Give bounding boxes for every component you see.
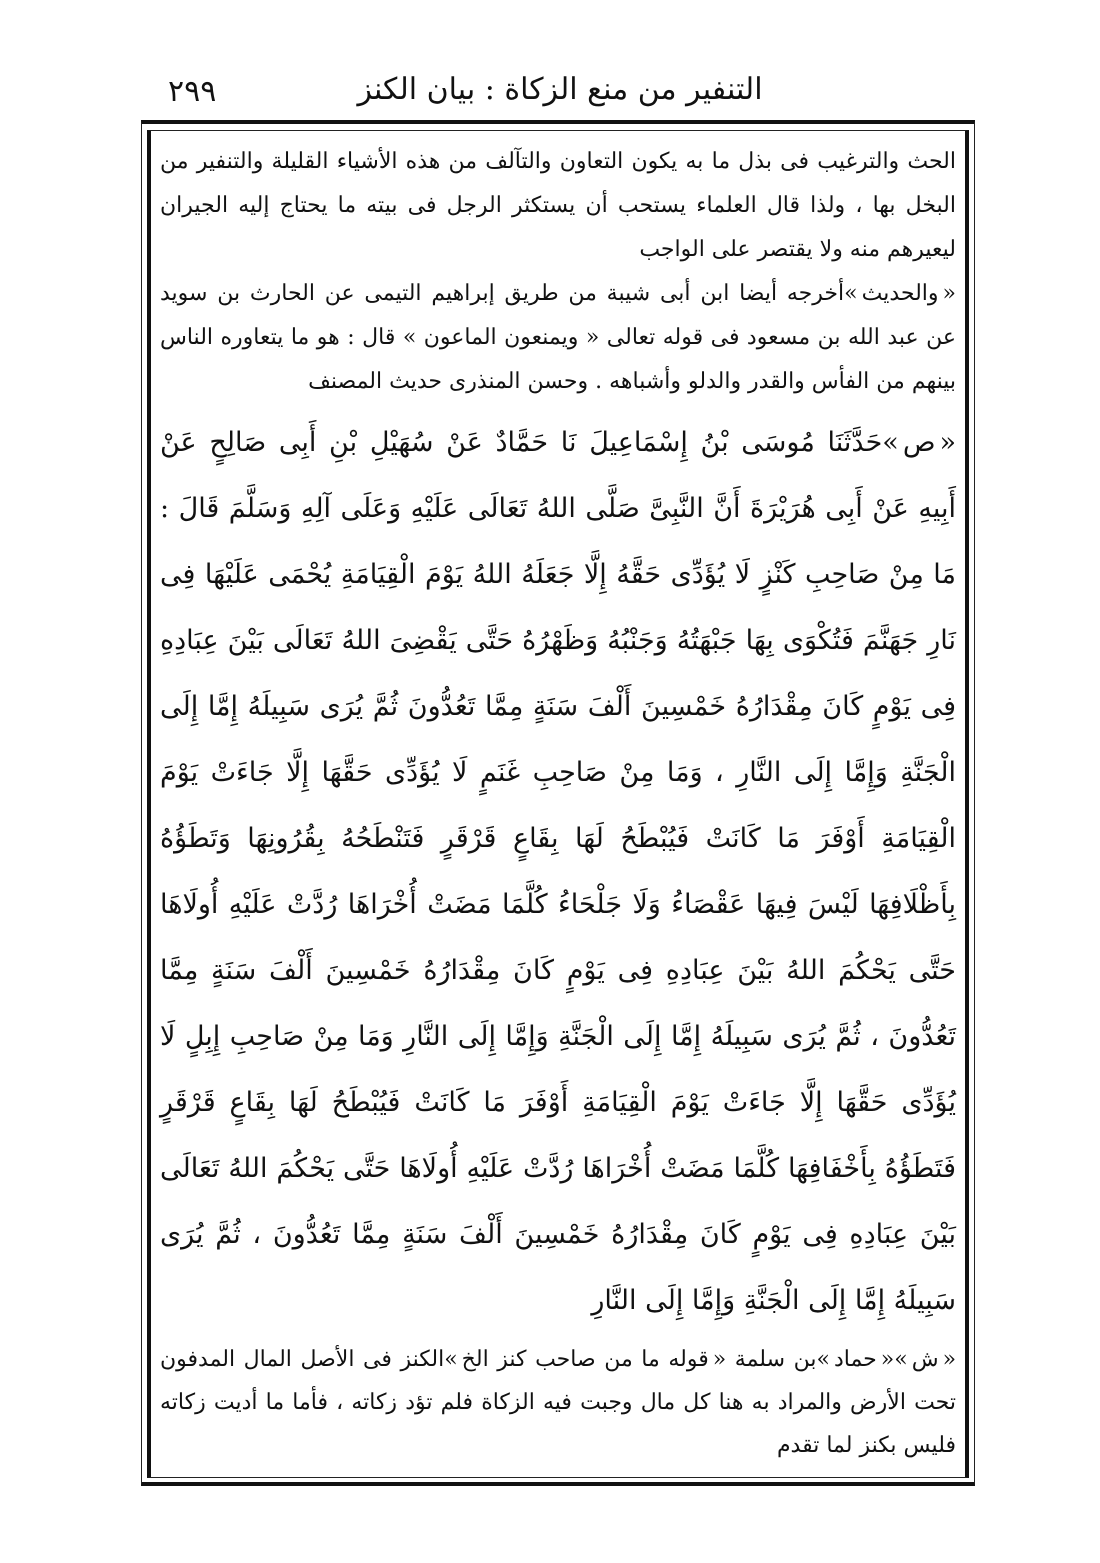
commentary-paragraph-2-text: أخرجه أيضا ابن أبى شيبة من طريق إبراهيم التيمى عن الحارث بن سويد عن عبد الله بن مسعود فى قوله تعالى « ويمنعون الماعون » قال : هو ما يتعاوره الناس بينهم من الفأس والقدر والدلو وأشباهه . وحسن المنذرى حديث المصنف — [160, 281, 956, 394]
hadith-reference-label: « والحديث » — [844, 281, 956, 306]
sharh-term-1: « حماد » — [816, 1347, 894, 1372]
page-number: ٢٩٩ — [168, 74, 217, 109]
sharh-label: « ش » — [894, 1347, 956, 1372]
sharh-text-1: بن سلمة — [734, 1347, 817, 1372]
commentary-paragraph-1: الحث والترغيب فى بذل ما به يكون التعاون والتآلف من هذه الأشياء القليلة والتنفير من البخل بها ، ولذا قال العلماء يستحب أن يستكثر الرجل فى بيته ما يحتاج إليه الجيران ليعيرهم منه ولا يقتصر على الواجب — [160, 149, 956, 262]
running-title: التنفير من منع الزكاة : بيان الكنز — [357, 72, 763, 107]
hadith-text — [160, 410, 956, 1334]
hadith-body: حَدَّثَنَا مُوسَى بْنُ إِسْمَاعِيلَ نَا حَمَّادٌ عَنْ سُهَيْلِ بْنِ أَبِى صَالِحٍ عَنْ أَبِيهِ عَنْ أَبِى هُرَيْرَةَ أَنَّ النَّبِىَّ صَلَّى اللهُ تَعَالَى عَلَيْهِ وَعَلَى آلِهِ وَسَلَّمَ قَالَ : مَا مِنْ صَاحِبِ كَنْزٍ لَا يُؤَدِّى حَقَّهُ إِلَّا جَعَلَهُ اللهُ يَوْمَ الْقِيَامَةِ يُحْمَى عَلَيْهَا فِى نَارِ جَهَنَّمَ فَتُكْوَى بِهَا جَبْهَتُهُ وَجَنْبُهُ وَظَهْرُهُ حَتَّى يَقْضِىَ اللهُ تَعَالَى بَيْنَ عِبَادِهِ فِى يَوْمٍ كَانَ مِقْدَارُهُ خَمْسِينَ أَلْفَ سَنَةٍ مِمَّا تَعُدُّونَ ثُمَّ يُرَى سَبِيلَهُ إِمَّا إِلَى الْجَنَّةِ وَإِمَّا إِلَى النَّارِ ، وَمَا مِنْ صَاحِبِ غَنَمٍ لَا يُؤَدِّى حَقَّهَا إِلَّا جَاءَتْ يَوْمَ الْقِيَامَةِ أَوْفَرَ مَا كَانَتْ فَيُبْطَحُ لَهَا بِقَاعٍ قَرْقَرٍ فَتَنْطَحُهُ بِقُرُونِهَا وَتَطَؤُهُ بِأَظْلَافِهَا لَيْسَ فِيهَا عَقْصَاءُ وَلَا جَلْحَاءُ كُلَّمَا مَضَتْ أُخْرَاهَا رُدَّتْ عَلَيْهِ أُولَاهَا حَتَّى يَحْكُمَ اللهُ بَيْنَ عِبَادِهِ فِى يَوْمٍ كَانَ مِقْدَارُهُ خَمْسِينَ أَلْفَ سَنَةٍ مِمَّا تَعُدُّونَ ، ثُمَّ يُرَى سَبِيلَهُ إِمَّا إِلَى الْجَنَّةِ وَإِمَّا إِلَى النَّارِ وَمَا مِنْ صَاحِبِ إِبِلٍ لَا يُؤَدِّى حَقَّهَا إِلَّا جَاءَتْ يَوْمَ الْقِيَامَةِ أَوْفَرَ مَا كَانَتْ فَيُبْطَحُ لَهَا بِقَاعٍ قَرْقَرٍ فَتَطَؤُهُ بِأَخْفَافِهَا كُلَّمَا مَضَتْ أُخْرَاهَا رُدَّتْ عَلَيْهِ أُولَاهَا حَتَّى يَحْكُمَ اللهُ تَعَالَى بَيْنَ عِبَادِهِ فِى يَوْمٍ كَانَ مِقْدَارُهُ خَمْسِينَ أَلْفَ سَنَةٍ مِمَّا تَعُدُّونَ ، ثُمَّ يُرَى سَبِيلَهُ إِمَّا إِلَى الْجَنَّةِ وَإِمَّا إِلَى النَّارِ — [160, 427, 956, 1316]
page-content — [160, 140, 956, 1467]
sharh-term-2: « قوله ما من صاحب كنز الخ » — [444, 1347, 726, 1372]
hadith-label: « ص » — [882, 427, 956, 458]
sharh-paragraph — [160, 1338, 956, 1467]
commentary-paragraph-2 — [160, 272, 956, 404]
sharh-text-2: الكنز فى الأصل المال المدفون تحت الأرض والمراد به هنا كل مال وجبت فيه الزكاة فلم تؤد زكاته ، فأما ما أديت زكاته فليس بكنز لما تقدم — [160, 1347, 956, 1458]
